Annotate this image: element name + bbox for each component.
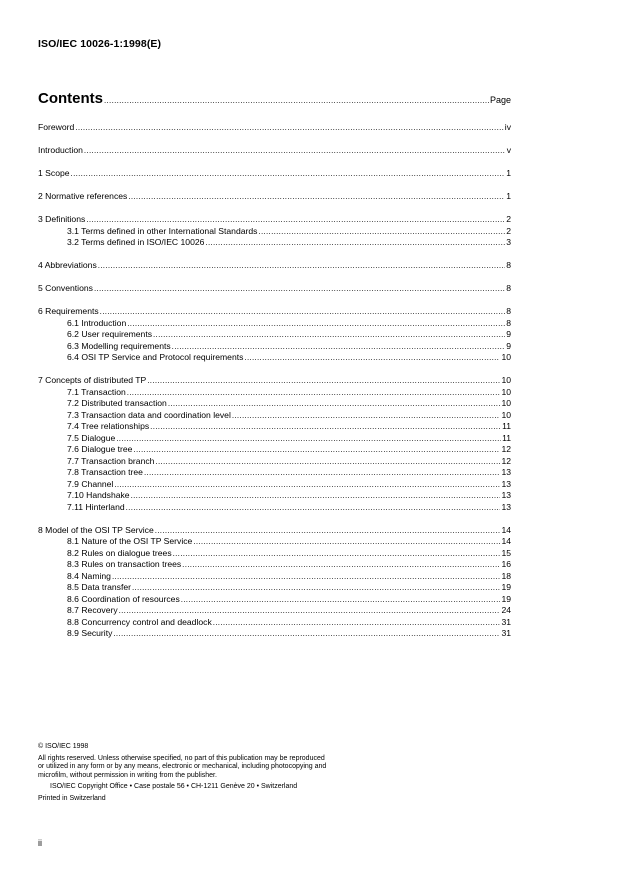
toc-entry-label: 8.8 Concurrency control and deadlock xyxy=(67,616,212,627)
toc-section-entry[interactable] xyxy=(38,145,511,157)
dot-leader xyxy=(128,191,505,203)
toc-subsection-entry[interactable] xyxy=(38,456,511,468)
dot-leader xyxy=(112,571,500,583)
toc-section-entry[interactable] xyxy=(38,191,511,203)
toc-entry-page: 10 xyxy=(501,409,511,420)
toc-subsection-entry[interactable] xyxy=(38,318,511,330)
toc-entry-page: 14 xyxy=(501,524,511,535)
toc-entry-label: 7.9 Channel xyxy=(67,478,114,489)
toc-entries xyxy=(38,122,511,640)
toc-entry-label: 7.6 Dialogue tree xyxy=(67,444,133,454)
toc-subsection-entry[interactable] xyxy=(38,387,511,399)
toc-subsection-entry[interactable] xyxy=(38,548,511,560)
toc-entry-label: 8.7 Recovery xyxy=(67,605,118,615)
table-of-contents xyxy=(38,90,511,640)
toc-group xyxy=(38,306,511,364)
toc-group xyxy=(38,375,511,513)
toc-entry-page: 3 xyxy=(506,237,511,247)
toc-entry-label: 8.1 Nature of the OSI TP Service xyxy=(67,536,193,546)
printed-in: Printed in Switzerland xyxy=(38,794,106,802)
dot-leader xyxy=(116,433,501,445)
toc-entry-label: 8.9 Security xyxy=(67,628,113,638)
toc-entry-label: 7.2 Distributed transaction xyxy=(67,398,167,408)
dot-leader xyxy=(127,318,505,330)
toc-entry-label: 6.2 User requirements xyxy=(67,329,153,339)
toc-section-entry[interactable] xyxy=(38,260,511,272)
toc-entry-page: 8 xyxy=(506,260,511,270)
toc-entry-page: 1 xyxy=(506,191,511,201)
toc-entry-page: 11 xyxy=(502,421,511,431)
toc-group xyxy=(38,191,511,203)
toc-entry-label: 7.7 Transaction branch xyxy=(67,455,155,466)
dot-leader xyxy=(100,306,506,318)
toc-entry-page: 11 xyxy=(502,432,511,443)
toc-entry-label: 8.2 Rules on dialogue trees xyxy=(67,547,172,558)
toc-entry-page: 10 xyxy=(501,398,511,408)
toc-entry-page: 19 xyxy=(501,582,511,592)
toc-subsection-entry[interactable] xyxy=(38,237,511,249)
dot-leader xyxy=(131,490,501,502)
toc-entry-page: 8 xyxy=(506,283,511,293)
toc-subsection-entry[interactable] xyxy=(38,617,511,629)
toc-group xyxy=(38,168,511,180)
toc-section-entry[interactable] xyxy=(38,306,511,318)
toc-group xyxy=(38,525,511,640)
toc-entry-page: 18 xyxy=(501,570,511,581)
toc-subsection-entry[interactable] xyxy=(38,467,511,479)
dot-leader xyxy=(155,525,501,537)
dot-leader xyxy=(205,237,505,249)
dot-leader xyxy=(144,467,500,479)
dot-leader xyxy=(86,214,505,226)
toc-entry-page: 2 xyxy=(506,214,511,224)
toc-subsection-entry[interactable] xyxy=(38,536,511,548)
copyright-notice xyxy=(38,743,326,804)
toc-entry-page: 13 xyxy=(501,490,511,500)
toc-subsection-entry[interactable] xyxy=(38,398,511,410)
toc-section-entry[interactable] xyxy=(38,375,511,387)
toc-entry-page: 10 xyxy=(501,386,511,397)
toc-entry-label: 8.5 Data transfer xyxy=(67,582,132,592)
toc-entry-label: 7 Concepts of distributed TP xyxy=(38,375,147,385)
toc-entry-page: 10 xyxy=(501,375,511,385)
dot-leader xyxy=(75,122,503,134)
toc-entry-label: 6.4 OSI TP Service and Protocol requirements xyxy=(67,352,244,362)
toc-entry-label: 7.4 Tree relationships xyxy=(67,421,150,431)
dot-leader xyxy=(213,617,501,629)
dot-leader xyxy=(193,536,500,548)
dot-leader xyxy=(94,283,505,295)
toc-title: Contents xyxy=(38,90,103,107)
toc-entry-label: 2 Normative references xyxy=(38,191,128,201)
dot-leader xyxy=(127,387,501,399)
toc-subsection-entry[interactable] xyxy=(38,410,511,422)
toc-subsection-entry[interactable] xyxy=(38,628,511,640)
toc-heading-row xyxy=(38,90,511,110)
toc-entry-page: 12 xyxy=(501,444,511,454)
toc-subsection-entry[interactable] xyxy=(38,444,511,456)
dot-leader xyxy=(84,145,506,157)
toc-entry-page: 31 xyxy=(501,616,511,627)
toc-subsection-entry[interactable] xyxy=(38,479,511,491)
toc-entry-page: 15 xyxy=(501,547,511,558)
dot-leader xyxy=(181,594,501,606)
dot-leader xyxy=(173,548,501,560)
dot-leader xyxy=(71,168,506,180)
toc-entry-page: 31 xyxy=(501,628,511,638)
toc-entry-label: 6.1 Introduction xyxy=(67,317,127,328)
toc-entry-page: 13 xyxy=(501,501,511,512)
toc-subsection-entry[interactable] xyxy=(38,582,511,594)
toc-entry-label: 8.4 Naming xyxy=(67,570,111,581)
toc-subsection-entry[interactable] xyxy=(38,559,511,571)
toc-page-column-label: Page xyxy=(489,95,511,105)
toc-subsection-entry[interactable] xyxy=(38,226,511,238)
toc-entry-page: 1 xyxy=(506,168,511,178)
toc-entry-page: 16 xyxy=(501,559,511,569)
dot-leader xyxy=(168,398,501,410)
toc-entry-label: 3 Definitions xyxy=(38,214,86,224)
dot-leader xyxy=(153,329,505,341)
toc-entry-label: 7.8 Transaction tree xyxy=(67,467,143,477)
toc-subsection-entry[interactable] xyxy=(38,490,511,502)
dot-leader xyxy=(98,260,505,272)
toc-entry-page: 14 xyxy=(501,536,511,546)
page-number: ii xyxy=(38,838,42,848)
toc-entry-page: 2 xyxy=(506,225,511,236)
dot-leader xyxy=(113,628,500,640)
toc-section-entry[interactable] xyxy=(38,525,511,537)
toc-entry-page: 9 xyxy=(506,329,511,339)
toc-entry-label: 7.5 Dialogue xyxy=(67,432,116,443)
dot-leader xyxy=(150,421,501,433)
toc-subsection-entry[interactable] xyxy=(38,329,511,341)
toc-entry-page: 8 xyxy=(506,306,511,316)
copyright-office-address: ISO/IEC Copyright Office • Case postale 56 • CH-1211 Genève 20 • Switzerland xyxy=(50,783,298,791)
dot-leader xyxy=(133,444,500,456)
toc-subsection-entry[interactable] xyxy=(38,594,511,606)
toc-entry-page: v xyxy=(506,145,511,155)
toc-entry-page: 24 xyxy=(501,605,511,615)
toc-entry-label: Introduction xyxy=(38,145,83,155)
toc-group xyxy=(38,260,511,272)
toc-entry-page: 13 xyxy=(501,467,511,477)
dot-leader xyxy=(232,410,501,422)
toc-entry-page: 19 xyxy=(501,593,511,604)
dot-leader xyxy=(119,605,501,617)
toc-entry-label: 8 Model of the OSI TP Service xyxy=(38,524,154,535)
toc-entry-page: 13 xyxy=(501,478,511,489)
dot-leader xyxy=(182,559,500,571)
dot-leader xyxy=(114,479,500,491)
toc-section-entry[interactable] xyxy=(38,168,511,180)
toc-group xyxy=(38,122,511,134)
rights-statement-line: All rights reserved. Unless otherwise specified, no part of this publication may be reproduced xyxy=(38,754,325,762)
dot-leader xyxy=(172,341,506,353)
toc-entry-page: 12 xyxy=(501,455,511,466)
toc-entry-page: 8 xyxy=(506,317,511,328)
toc-subsection-entry[interactable] xyxy=(38,421,511,433)
toc-section-entry[interactable] xyxy=(38,214,511,226)
toc-entry-label: 3.2 Terms defined in ISO/IEC 10026 xyxy=(67,237,205,247)
toc-subsection-entry[interactable] xyxy=(38,571,511,583)
toc-entry-label: 7.10 Handshake xyxy=(67,490,130,500)
toc-entry-page: 10 xyxy=(501,352,511,362)
document-identifier: ISO/IEC 10026-1:1998(E) xyxy=(38,38,162,50)
toc-entry-label: 4 Abbreviations xyxy=(38,260,97,270)
toc-subsection-entry[interactable] xyxy=(38,352,511,364)
toc-subsection-entry[interactable] xyxy=(38,502,511,514)
dot-leader xyxy=(147,375,500,387)
dot-leader xyxy=(258,226,505,238)
toc-entry-label: 6.3 Modelling requirements xyxy=(67,340,171,351)
toc-entry-label: 5 Conventions xyxy=(38,283,93,293)
toc-entry-label: 6 Requirements xyxy=(38,306,99,316)
toc-entry-label: 1 Scope xyxy=(38,168,70,178)
dot-leader xyxy=(132,582,500,594)
rights-statement-line: microfilm, without permission in writing from the publisher. xyxy=(38,771,217,779)
dot-leader xyxy=(126,502,501,514)
toc-group xyxy=(38,145,511,157)
toc-entry-label: 7.11 Hinterland xyxy=(67,501,125,512)
toc-section-entry[interactable] xyxy=(38,283,511,295)
toc-entry-label: 7.3 Transaction data and coordination level xyxy=(67,409,231,420)
toc-entry-label: 8.6 Coordination of resources xyxy=(67,593,180,604)
toc-entry-label: Foreword xyxy=(38,122,75,132)
dot-leader xyxy=(244,352,500,364)
toc-section-entry[interactable] xyxy=(38,122,511,134)
dot-leader xyxy=(104,96,489,105)
dot-leader xyxy=(155,456,500,468)
toc-entry-page: 9 xyxy=(506,340,511,351)
rights-statement-line: or utilized in any form or by any means, electronic or mechanical, including photocopying and xyxy=(38,763,327,771)
toc-group xyxy=(38,283,511,295)
toc-entry-label: 8.3 Rules on transaction trees xyxy=(67,559,182,569)
toc-subsection-entry[interactable] xyxy=(38,605,511,617)
toc-entry-label: 3.1 Terms defined in other International Standards xyxy=(67,225,258,236)
toc-entry-page: iv xyxy=(504,122,511,132)
toc-subsection-entry[interactable] xyxy=(38,341,511,353)
toc-group xyxy=(38,214,511,249)
toc-subsection-entry[interactable] xyxy=(38,433,511,445)
copyright-line: © ISO/IEC 1998 xyxy=(38,743,89,750)
toc-entry-label: 7.1 Transaction xyxy=(67,386,126,397)
